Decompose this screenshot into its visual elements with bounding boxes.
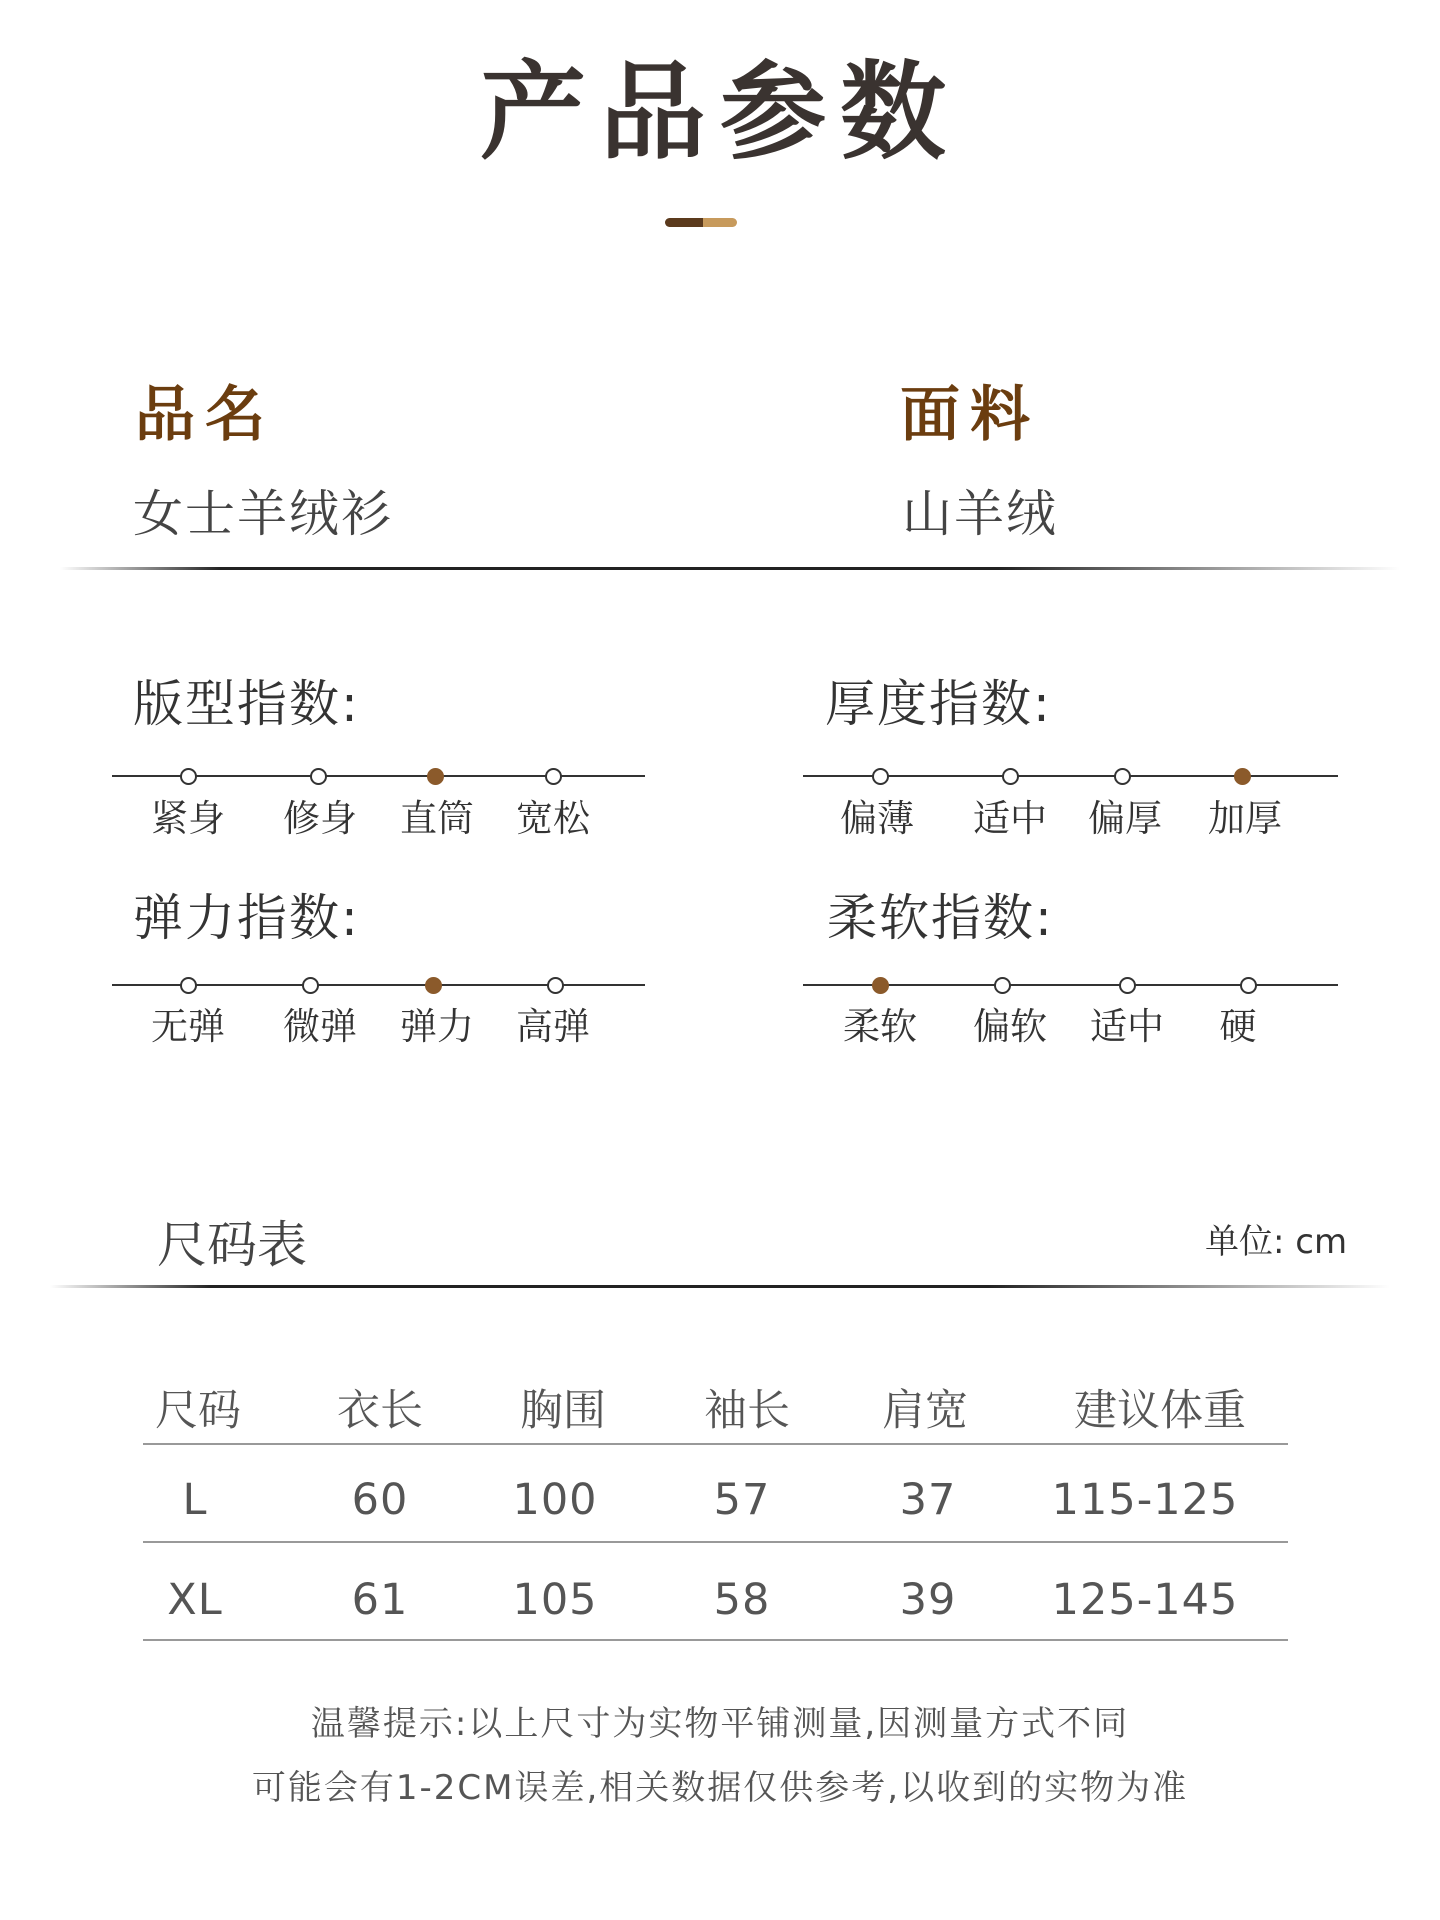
table-cell: XL (167, 1575, 223, 1625)
table-cell: 115-125 (1051, 1475, 1239, 1525)
product-name-label: 品名 (135, 380, 275, 450)
fabric-label: 面料 (900, 380, 1040, 450)
table-header: 尺码 (155, 1386, 241, 1436)
softness-option-dot-1 (994, 977, 1011, 994)
thickness-option-label: 偏薄 (840, 797, 914, 840)
page-title: 产品参数 (480, 51, 960, 174)
thickness-option-label: 偏厚 (1088, 797, 1162, 840)
thickness-option-dot-1 (1002, 768, 1019, 785)
product-name-value: 女士羊绒衫 (133, 485, 393, 543)
size-chart-unit: 单位: cm (1205, 1222, 1348, 1262)
table-cell: 105 (512, 1575, 598, 1625)
table-header: 衣长 (337, 1386, 423, 1436)
fit-option-label: 宽松 (516, 797, 590, 840)
fabric-value: 山羊绒 (902, 485, 1058, 543)
softness-option-dot-2 (1119, 977, 1136, 994)
elasticity-option-dot-3 (547, 977, 564, 994)
softness-option-label: 柔软 (843, 1005, 917, 1048)
title-underline (665, 218, 737, 227)
info-divider (60, 567, 1400, 570)
table-cell: 61 (351, 1575, 409, 1625)
softness-option-dot-3 (1240, 977, 1257, 994)
thickness-option-label: 适中 (973, 797, 1047, 840)
size-chart-title: 尺码表 (157, 1216, 307, 1274)
fit-option-dot-2-selected (427, 768, 444, 785)
table-cell: 125-145 (1051, 1575, 1239, 1625)
elasticity-option-dot-0 (180, 977, 197, 994)
fit-option-dot-3 (545, 768, 562, 785)
table-row-divider (143, 1443, 1288, 1445)
thickness-option-dot-0 (872, 768, 889, 785)
table-header: 建议体重 (1074, 1386, 1246, 1436)
softness-index-title: 柔软指数: (827, 889, 1054, 947)
fit-index-title: 版型指数: (133, 675, 360, 733)
table-cell: L (182, 1475, 208, 1525)
fit-option-dot-0 (180, 768, 197, 785)
thickness-option-label: 加厚 (1208, 797, 1282, 840)
thickness-index-title: 厚度指数: (825, 675, 1052, 733)
thickness-option-dot-2 (1114, 768, 1131, 785)
thickness-option-dot-3-selected (1234, 768, 1251, 785)
softness-option-label: 适中 (1090, 1005, 1164, 1048)
table-row-divider (143, 1639, 1288, 1641)
elasticity-option-label: 无弹 (151, 1005, 225, 1048)
elasticity-option-label: 微弹 (283, 1005, 357, 1048)
table-header: 胸围 (520, 1386, 606, 1436)
table-cell: 37 (899, 1475, 957, 1525)
table-cell: 58 (713, 1575, 771, 1625)
elasticity-option-dot-2-selected (425, 977, 442, 994)
fit-option-label: 修身 (283, 797, 357, 840)
table-cell: 100 (512, 1475, 598, 1525)
elasticity-option-label: 高弹 (516, 1005, 590, 1048)
softness-option-label: 硬 (1219, 1005, 1257, 1048)
table-cell: 57 (713, 1475, 771, 1525)
softness-option-dot-0-selected (872, 977, 889, 994)
table-cell: 39 (899, 1575, 957, 1625)
table-header: 肩宽 (882, 1386, 968, 1436)
softness-option-label: 偏软 (973, 1005, 1047, 1048)
elasticity-option-label: 弹力 (400, 1005, 474, 1048)
fit-option-dot-1 (310, 768, 327, 785)
table-header: 袖长 (704, 1386, 790, 1436)
tip-line-1: 温馨提示:以上尺寸为实物平铺测量,因测量方式不同 (310, 1704, 1130, 1744)
table-cell: 60 (351, 1475, 409, 1525)
tip-line-2: 可能会有1-2CM误差,相关数据仅供参考,以收到的实物为准 (251, 1768, 1189, 1808)
fit-option-label: 直筒 (400, 797, 474, 840)
size-chart-divider (50, 1285, 1390, 1288)
fit-option-label: 紧身 (151, 797, 225, 840)
table-row-divider (143, 1541, 1288, 1543)
elasticity-option-dot-1 (302, 977, 319, 994)
elasticity-index-title: 弹力指数: (133, 889, 360, 947)
